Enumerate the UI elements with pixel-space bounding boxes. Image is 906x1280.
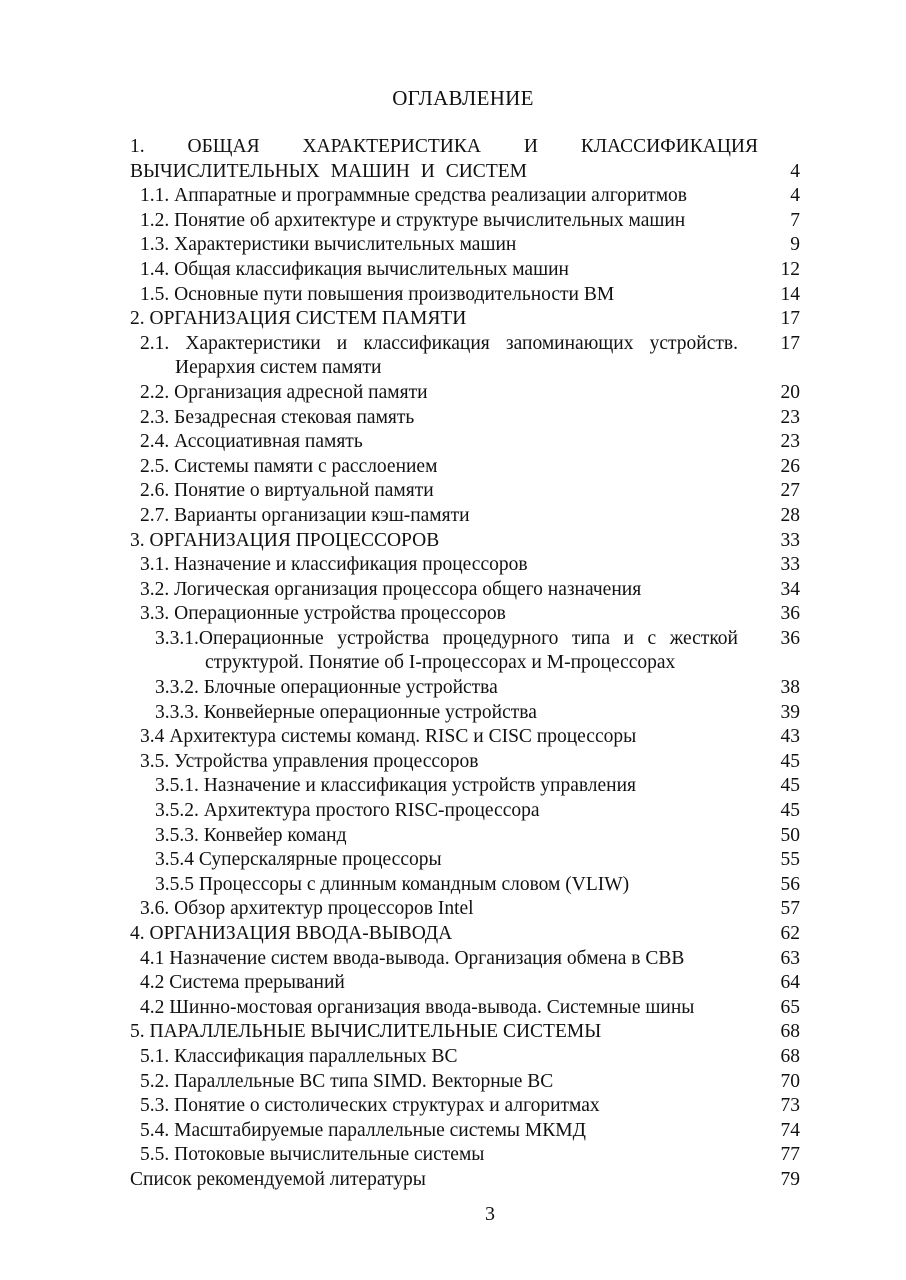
toc-page-number: 33 (780, 554, 800, 576)
toc-entry-title-line: ВЫЧИСЛИТЕЛЬНЫХ МАШИН И СИСТЕМ (130, 160, 527, 182)
toc-entry[interactable] (130, 897, 800, 922)
toc-page-number: 36 (780, 603, 800, 625)
toc-page-number: 55 (780, 849, 800, 871)
toc-entry[interactable] (130, 479, 800, 504)
toc-page-number: 62 (780, 923, 800, 944)
toc-entry-title: 3.3.3. Конвейерные операционные устройства (155, 701, 537, 723)
toc-entry-title: Список рекомендуемой литературы (130, 1168, 426, 1190)
toc-entry[interactable] (130, 676, 800, 701)
toc-entry-title: 3.5.4 Суперскалярные процессоры (155, 849, 442, 871)
toc-entry-title: 1.1. Аппаратные и программные средства реализации алгоритмов (140, 185, 687, 207)
toc-entry[interactable] (130, 701, 800, 726)
toc-entry[interactable] (130, 824, 800, 849)
toc-entry-title: 3.5.5 Процессоры с длинным командным словом (VLIW) (155, 873, 630, 895)
toc-page-number: 26 (780, 455, 800, 477)
toc-entry[interactable] (130, 602, 800, 627)
toc-page-number: 20 (780, 381, 800, 403)
toc-page-number: 23 (780, 406, 800, 428)
toc-entry-title: 5.5. Потоковые вычислительные системы (140, 1144, 485, 1166)
toc-entry[interactable] (130, 996, 800, 1021)
toc-page-number: 7 (790, 209, 800, 231)
toc-entry-title: 3.5.2. Архитектура простого RISC-процессора (155, 800, 540, 822)
toc-entry-title: 2.3. Безадресная стековая память (140, 406, 415, 428)
toc-page-number: 70 (780, 1070, 800, 1092)
toc-entry-title: 1.5. Основные пути повышения производительности ВМ (140, 283, 615, 305)
toc-entry[interactable] (130, 725, 800, 750)
toc-entry-title-line: 1. ОБЩАЯ ХАРАКТЕРИСТИКА И КЛАССИФИКАЦИЯ (130, 136, 758, 157)
toc-entry-title: 5.1. Классификация параллельных ВС (140, 1045, 458, 1067)
toc-entry[interactable] (130, 578, 800, 603)
toc-entry-title: 4.2 Система прерываний (140, 972, 345, 994)
toc-entry[interactable] (130, 381, 800, 406)
toc-entry-title: 2. ОРГАНИЗАЦИЯ СИСТЕМ ПАМЯТИ (130, 308, 467, 330)
toc-entry[interactable] (130, 332, 800, 381)
toc-entry-title: 5.4. Масштабируемые параллельные системы МКМД (140, 1119, 586, 1141)
toc-page-number: 45 (780, 800, 800, 822)
toc-page-number: 28 (780, 504, 800, 526)
toc-entry-title: 3.5.3. Конвейер команд (155, 824, 347, 846)
toc-entry-title: 5. ПАРАЛЛЕЛЬНЫЕ ВЫЧИСЛИТЕЛЬНЫЕ СИСТЕМЫ (130, 1021, 602, 1043)
toc-entry-title: 3.3.2. Блочные операционные устройства (155, 677, 498, 699)
toc-entry[interactable] (130, 1168, 800, 1193)
toc-entry-title: 3.5. Устройства управления процессоров (140, 750, 479, 772)
toc-page-number: 38 (780, 677, 800, 699)
toc-page-number: 73 (780, 1095, 800, 1117)
toc-entry-title: 1.2. Понятие об архитектуре и структуре вычислительных машин (140, 209, 686, 231)
toc-entry[interactable] (130, 799, 800, 824)
toc-entry-title: 2.4. Ассоциативная память (140, 431, 363, 453)
toc-entry-title: 2.1. Характеристики и классификация запоминающих устройств. Иерархия систем памяти (140, 332, 738, 379)
toc-page-number: 68 (780, 1045, 800, 1067)
toc-page-number: 79 (780, 1168, 800, 1190)
toc-entry-title: 3.3. Операционные устройства процессоров (140, 603, 506, 625)
toc-page-number: 17 (780, 308, 800, 330)
toc-page-number: 56 (780, 873, 800, 895)
toc-page-number: 4 (790, 160, 800, 182)
toc-entry[interactable] (130, 922, 800, 947)
toc-page-number: 65 (780, 996, 800, 1018)
toc-page-number: 23 (780, 431, 800, 453)
toc-entry-title: 3.4 Архитектура системы команд. RISC и CISC процессоры (140, 726, 637, 748)
toc-page-number: 45 (780, 750, 800, 772)
toc-entry[interactable] (130, 406, 800, 431)
toc-entry[interactable] (130, 184, 800, 209)
toc-entry[interactable] (130, 750, 800, 775)
toc-entry-title: 2.2. Организация адресной памяти (140, 381, 428, 403)
toc-page-number: 45 (780, 775, 800, 797)
toc-page-number: 27 (780, 480, 800, 502)
toc-entry[interactable] (130, 774, 800, 799)
toc-entry-title: 1.3. Характеристики вычислительных машин (140, 234, 517, 256)
toc-entry[interactable] (130, 553, 800, 578)
toc-entry[interactable] (130, 430, 800, 455)
toc-entry-title: 4. ОРГАНИЗАЦИЯ ВВОДА-ВЫВОДА (130, 923, 453, 944)
toc-entry-title: 3.5.1. Назначение и классификация устройств управления (155, 775, 637, 797)
toc-entry[interactable] (130, 504, 800, 529)
toc-page-number: 17 (780, 332, 800, 354)
toc-entry[interactable] (130, 873, 800, 898)
toc-entry-title: 1.4. Общая классификация вычислительных машин (140, 258, 569, 280)
toc-entry[interactable] (130, 947, 800, 972)
toc-entry[interactable] (130, 848, 800, 873)
toc-entry-title: 5.3. Понятие о систолических структурах и алгоритмах (140, 1095, 600, 1117)
toc-page-number: 14 (780, 283, 800, 305)
toc-entry[interactable] (130, 455, 800, 480)
toc-entry[interactable] (130, 1045, 800, 1070)
toc-entry[interactable] (130, 1119, 800, 1144)
toc-page-number: 36 (780, 627, 800, 649)
toc-entry[interactable] (130, 258, 800, 283)
toc-page-number: 9 (790, 234, 800, 256)
toc-entry[interactable] (130, 529, 800, 554)
toc-entry[interactable] (130, 283, 800, 308)
toc-entry-title: 4.1 Назначение систем ввода-вывода. Организация обмена в СВВ (140, 947, 685, 969)
toc-entry[interactable] (130, 233, 800, 258)
toc-page-number: 68 (780, 1021, 800, 1043)
toc-page-number: 50 (780, 824, 800, 846)
toc-page-number: 57 (780, 898, 800, 920)
toc-entry-title: 3.3.1.Операционные устройства процедурного типа и с жесткой структурой. Понятие об I-процессорах и M-процессорах (155, 627, 738, 674)
toc-page-number: 34 (780, 578, 800, 600)
toc-page-number: 4 (790, 185, 800, 207)
toc-page-number: 39 (780, 701, 800, 723)
toc-page-number: 64 (780, 972, 800, 994)
toc-entry[interactable] (130, 1020, 800, 1045)
toc-page-number: 77 (780, 1144, 800, 1166)
toc-entry-title: 2.7. Варианты организации кэш-памяти (140, 504, 470, 526)
toc-entry[interactable] (130, 135, 800, 184)
toc-entry[interactable] (130, 1094, 800, 1119)
toc-entry-title: 3. ОРГАНИЗАЦИЯ ПРОЦЕССОРОВ (130, 529, 440, 551)
toc-entry-title: 3.2. Логическая организация процессора общего назначения (140, 578, 642, 600)
toc-page-number: 43 (780, 726, 800, 748)
toc-page-number: 74 (780, 1119, 800, 1141)
toc-entry-title: 2.6. Понятие о виртуальной памяти (140, 480, 434, 502)
toc-entry[interactable] (130, 1143, 800, 1168)
toc-entry[interactable] (130, 627, 800, 676)
page-number: 3 (485, 1203, 495, 1225)
toc-entry[interactable] (130, 209, 800, 234)
toc-heading: ОГЛАВЛЕНИЕ (392, 86, 534, 110)
toc-entry[interactable] (130, 1070, 800, 1095)
toc-entry[interactable] (130, 971, 800, 996)
table-of-contents (130, 135, 800, 1193)
toc-entry-title: 2.5. Системы памяти с расслоением (140, 455, 438, 477)
toc-page-number: 63 (780, 947, 800, 969)
toc-entry-title: 3.1. Назначение и классификация процессоров (140, 554, 528, 576)
toc-page-number: 33 (780, 529, 800, 551)
toc-entry-title: 3.6. Обзор архитектур процессоров Intel (140, 898, 474, 920)
toc-page-number: 12 (780, 258, 800, 280)
toc-entry[interactable] (130, 307, 800, 332)
toc-entry-title: 5.2. Параллельные ВС типа SIMD. Векторные ВС (140, 1070, 554, 1092)
toc-entry-title: 4.2 Шинно-мостовая организация ввода-вывода. Системные шины (140, 996, 695, 1018)
